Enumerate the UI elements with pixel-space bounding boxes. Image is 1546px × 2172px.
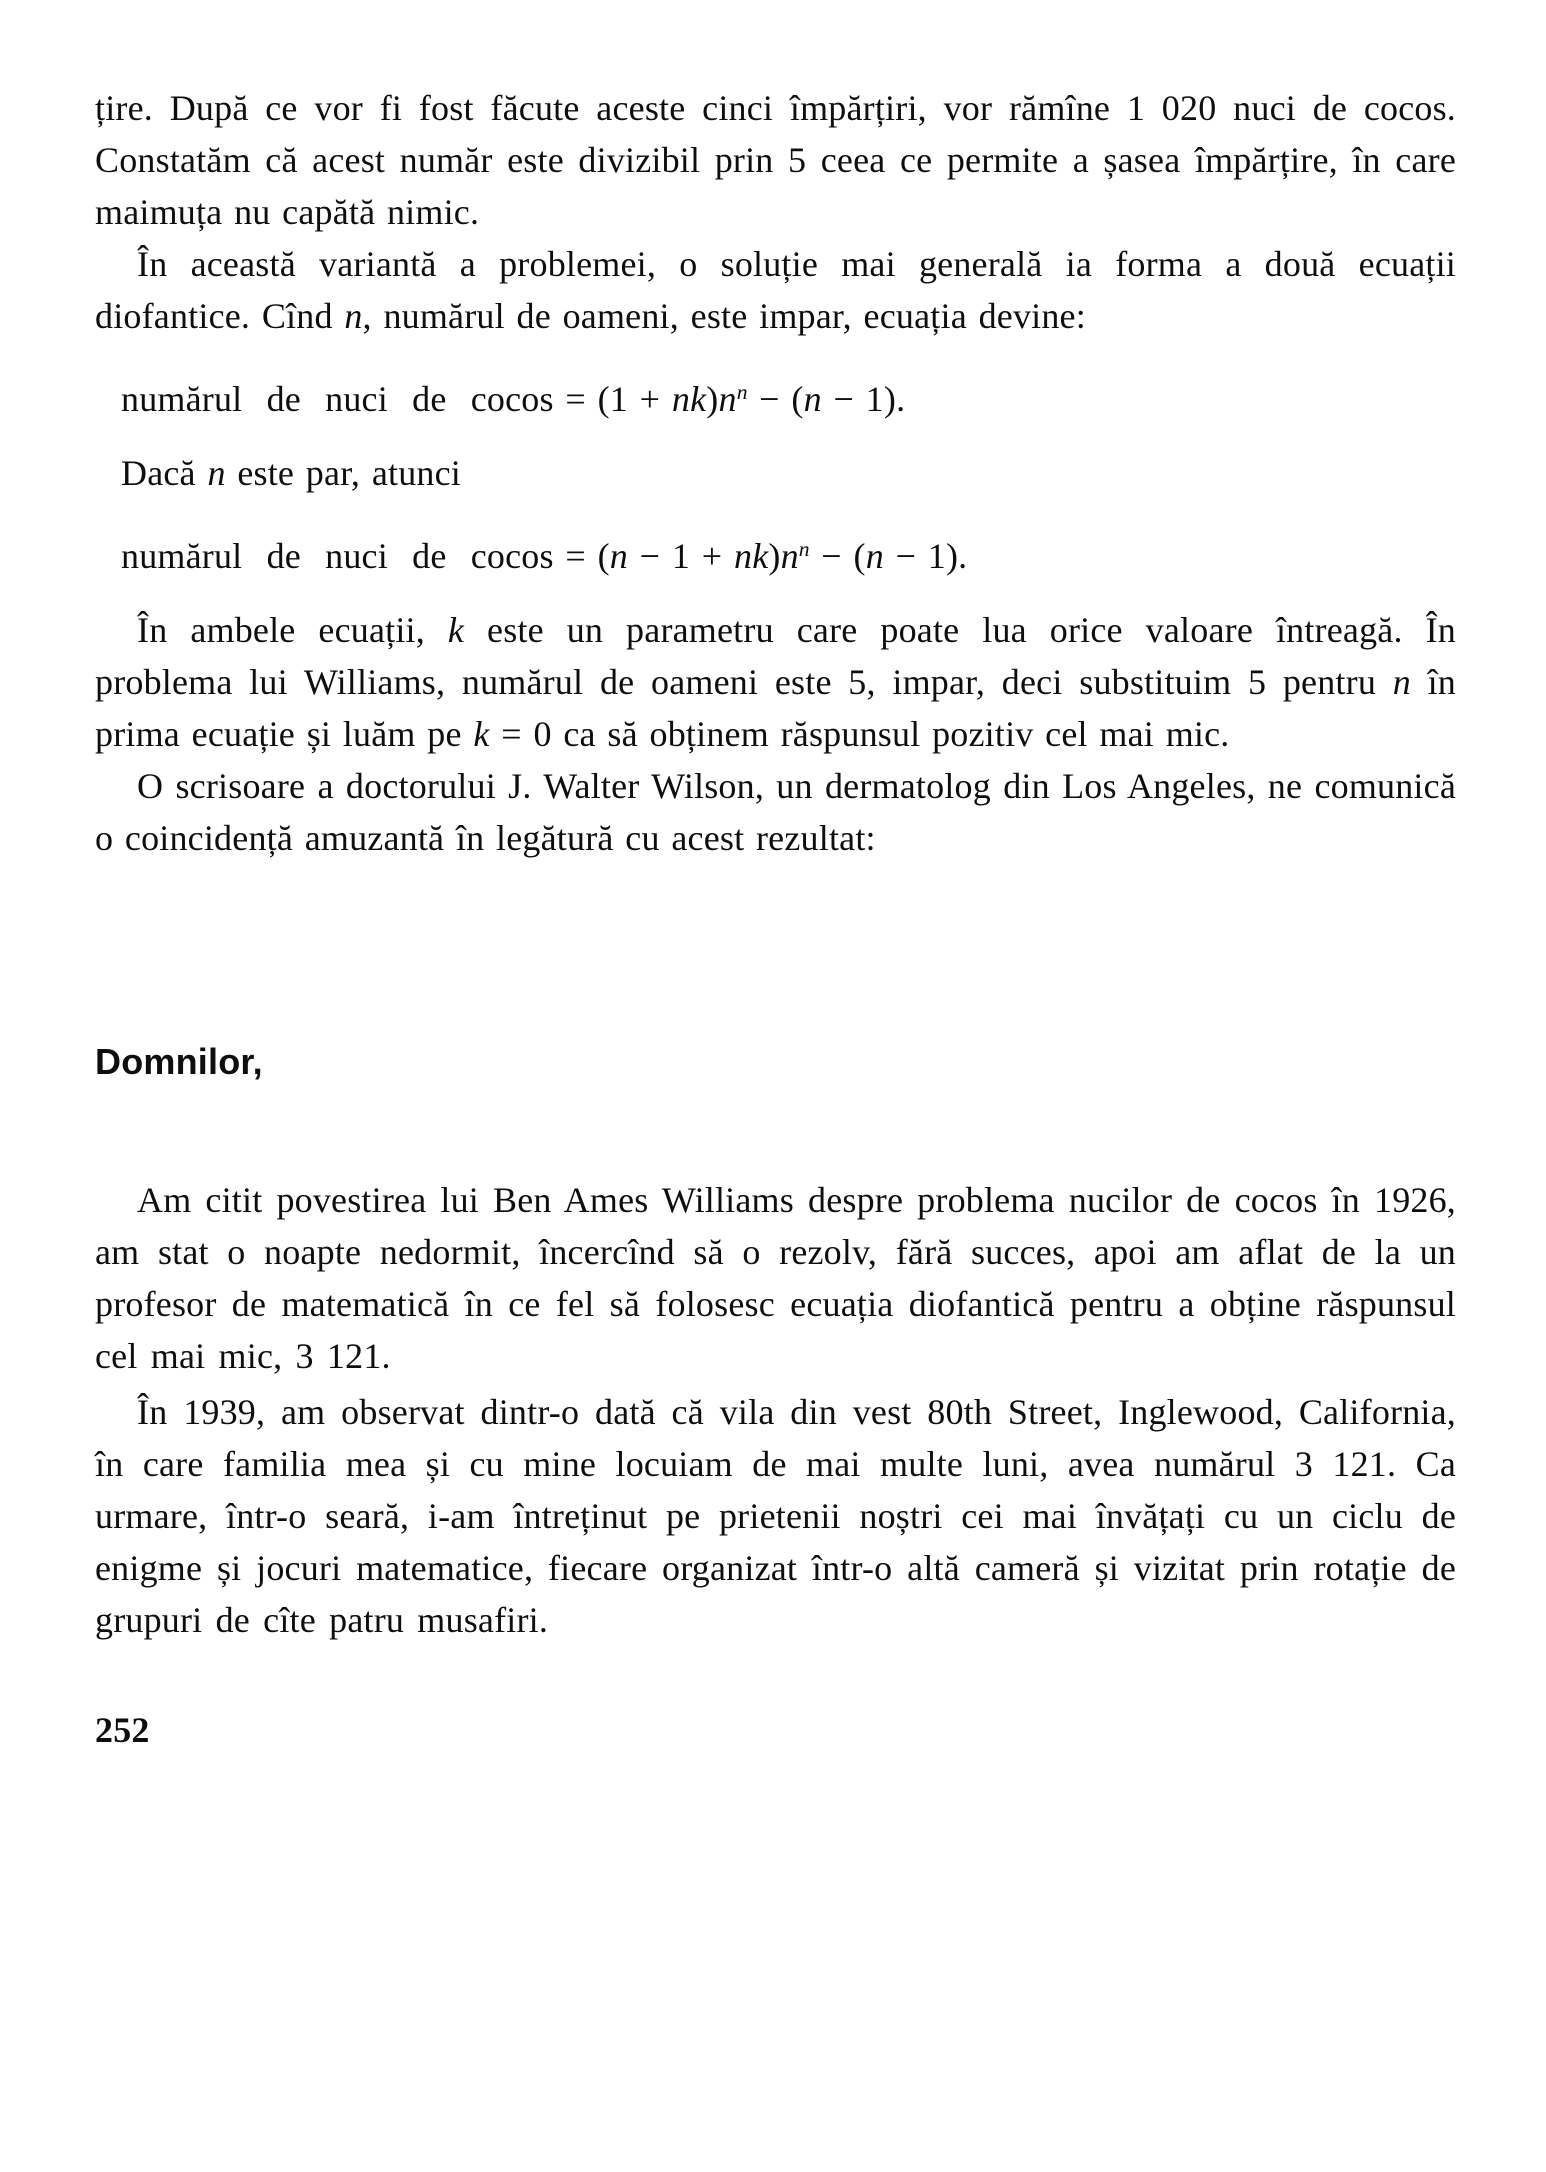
body-paragraph-variant: În această variantă a problemei, o soluție mai generală ia forma a două ecuații diofantice. Cînd n, numărul de oameni, este impar, ecuația devine:: [95, 244, 1456, 336]
body-line-if-even: Dacă n este par, atunci: [121, 452, 461, 493]
equation-odd-n-label: numărul de nuci de cocos: [121, 378, 554, 419]
equation-odd-n-math: = $(1 + nk)n^n - (n - 1)$.: [553, 378, 906, 419]
quoted-letter: [95, 1174, 1456, 1646]
equation-even-n: [121, 523, 1456, 582]
equation-even-n-math: = $(n - 1 + nk)n^n - (n - 1)$.: [553, 535, 968, 576]
page-number: 252: [95, 1709, 150, 1750]
equation-odd-n: [121, 366, 1456, 425]
body-paragraph-continuation: țire. După ce vor fi fost făcute aceste cinci împărțiri, vor rămîne 1 020 nuci de cocos. Constatăm că acest număr este divizibil prin 5 ceea ce permite a șasea împărțire, în care maimuța nu capătă nimic.: [95, 88, 1456, 232]
equation-even-n-label: numărul de nuci de cocos: [121, 535, 554, 576]
body-paragraph-parameter-k: În ambele ecuații, k este un parametru care poate lua orice valoare întreagă. În problema lui Williams, numărul de oameni este 5, impar, deci substituim 5 pentru n în prima ecuație și luăm pe k = 0 ca să obținem răspunsul pozitiv cel mai mic.: [95, 609, 1456, 754]
letter-salutation: Domnilor,: [95, 1040, 263, 1082]
body-paragraph-wilson-letter-intro: O scrisoare a doctorului J. Walter Wilson, un dermatolog din Los Angeles, ne comunică o coincidență amuzantă în legătură cu acest rezultat:: [95, 765, 1456, 858]
letter-paragraph-2: În 1939, am observat dintr-o dată că vila din vest 80th Street, Inglewood, California, în care familia mea și cu mine locuiam de mai multe luni, avea numărul 3 121. Ca urmare, într-o seară, i-am întreținut pe prietenii noștri cei mai învățați cu un ciclu de enigme și jocuri matematice, fiecare organizat într-o altă cameră și vizitat prin rotație de grupuri de cîte patru musafiri.: [95, 1391, 1456, 1640]
letter-paragraph-1: Am citit povestirea lui Ben Ames Williams despre problema nucilor de cocos în 1926, am stat o noapte nedormit, încercînd să o rezolv, fără succes, apoi am aflat de la un profesor de matematică în ce fel să folosesc ecuația diofantică pentru a obține răspunsul cel mai mic, 3 121.: [95, 1179, 1456, 1376]
